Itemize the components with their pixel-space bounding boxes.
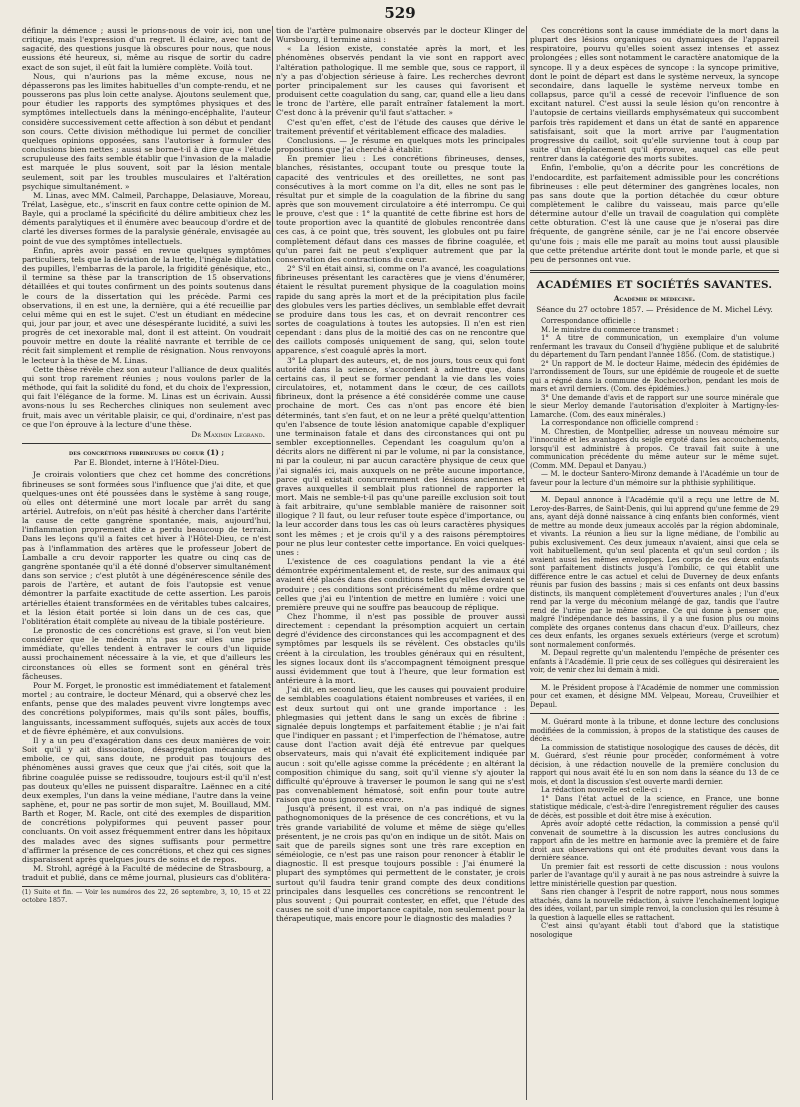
column-middle [276,26,525,1101]
paragraph: Chez l'homme, il n'est pas possible de prouver aussi directement : cependant la présomption acquiert un certain degré d'évidence des circonstances qui les accompagnent et des symptômes par lesquels ils se révèlent. Ces obstacles qu'ils créent à la circulation, les troubles généraux qui en résultent, les signes locaux dont ils s'accompagnent témoignent presque aussi évidemment que tout à l'heure, que leur formation est antérieure à la mort. [276,612,525,686]
column-divider [526,26,527,1100]
conclusions-heading-paragraph: Conclusions. — Je résume en quelques mots les principales propositions que j'ai cherché à établir. [276,135,525,155]
list-item: 2° Un rapport de M. le docteur Haime, médecin des épidémies de l'arrondissement de Tours, sur une épidémie de rougeole et de suette qui a régné dans la commune de Rochecorbon, pendant les mois de mars et avril derniers. (Com. des épidémies.) [530,359,779,394]
paragraph: M. le Président propose à l'Académie de nommer une commission pour cet examen, et désigne MM. Velpeau, Moreau, Cruveilhier et Depaul. [530,683,779,709]
paragraph: M. Depaul regrette qu'un malentendu l'empêche de présenter ces enfants à l'Académie. Il prie ceux de ses collègues qui désireraient les voir, de venir chez lui demain à midi. [530,649,779,675]
list-item: — M. le docteur Santero-Mironz demande à l'Académie un tour de faveur pour la lecture d'un mémoire sur la phthisie syphilitique. [530,470,779,487]
section-separator [530,270,779,273]
paragraph: J'ai dit, en second lieu, que les causes qui pouvaient produire de semblables coagulations étaient nombreuses et variées, il en est deux surtout qui ont une grande importance : les phlegmasies qui jettent dans le sang un excès de fibrine : signalée depuis longtemps et parfaitement établie ; je n'ai fait que l'indiquer en passant ; et l'imperfection de l'hématose, autre cause dont l'action avait déjà été entrevue par quelques observateurs, mais qui n'avait été explicitement indiquée par aucun : soit qu'elle agisse comme la précédente ; en altérant la composition chimique du sang, soit qu'il vienne s'y ajouter la difficulté qu'éprouve à traverser le poumon le sang qui ne s'est pas convenablement hématosé, soit enfin pour toute autre raison que nous ignorons encore. [276,685,525,805]
article-separator [22,443,271,444]
paragraph: Il y a un peu d'exagération dans ces deux manières de voir. Soit qu'il y ait dissociation, désagrégation mécanique et embolie, ce qui, sans doute, ne produit pas toujours des phénomènes aussi graves que ceux que j'ai cités, soit que la fibrine coagulée puisse se redissoudre, toujours est-il qu'il n'est pas douteux qu'elles ne puissent disparaître. Laënnec en a cité deux exemples, l'un dans la veine médiane, l'autre dans la veine saphène, et, pour ne pas sortir de mon sujet, M. Bouillaud, MM. Barth et Roger, M. Racle, ont cité des exemples de disparition de concrétions polypiformes qui peuvent passer pour concluants. On voit assez fréquemment entrer dans les hôpitaux des malades avec des signes suffisants pour permettre d'affirmer la présence de ces concrétions, et chez qui ces signes disparaissent après quelques jours de soins et de repos. [22,735,271,864]
page-number: 529 [384,4,416,22]
column-left [22,26,271,1101]
paragraph: Jusqu'à présent, il est vrai, on n'a pas indiqué de signes pathognomoniques de la présence de ces concrétions, et vu la très grande variabilité de volume et même de siège qu'elles présentent, je ne crois pas qu'on en indique un de sitôt. Mais on sait que de pareils signes sont une très rare exception en séméiologie, ce n'est pas une raison pour renoncer à établir le diagnostic. Il est presque toujours possible : J'ai énumeré la plupart des symptômes qui permettent de le constater, je crois surtout qu'il faudra tenir grand compte des deux conditions principales dans lesquelles ces concrétions se rencontrent le plus souvent ; Qui pourrait contester, en effet, que l'étude des causes ne soit d'une importance capitale, non seulement pour la thérapeutique, mais encore pour le diagnostic des maladies ? [276,804,525,924]
quote-paragraph: « La lésion existe, constatée après la mort, et les phénomènes observés pendant la vie sont en rapport avec l'altération pathologique. Il me semble que, sous ce rapport, il n'y a pas d'objection sérieuse à faire. Les recherches devront porter principalement sur les causes qui favorisent et produisent cette coagulation du sang, car, quand elle a lieu dans le tronc de l'artère, elle paraît entraîner fatalement la mort. C'est donc à la prévenir qu'il faut s'attacher. » [276,44,525,118]
column-right [530,26,779,1101]
list-item: 3° Une demande d'avis et de rapport sur une source minérale que le sieur Merloy demande l'autorisation d'exploiter à Martigny-les-Lamarche. (Com. des eaux minérales.) [530,393,779,419]
paragraph: M. Strohl, agrégé à la Faculté de médecine de Strasbourg, a traduit et publié, dans ce même journal, plusieurs cas d'oblitéra- [22,864,271,883]
paragraph: 3° La plupart des auteurs, et, de nos jours, tous ceux qui font autorité dans la science, s'accordent à admettre que, dans certains cas, il peut se former pendant la vie dans les voies circulatoires, et, notamment dans le cœur, de ces caillots fibrineux, dont la présence a été considérée comme une cause prochaine de mort. Ces cas n'ont pas encore été bien déterminés, tant s'en faut, et on ne leur a prêté quelqu'attention qu'en l'absence de toute lésion anatomique capable d'expliquer une terminaison fatale et dans des circonstances qui ont pu sembler exceptionnelles. Cependant les coagulum qu'on a décrits alors ne diffèrent ni par le volume, ni par la consistance, ni par la couleur, ni par aucun caractère physique de ceux que j'ai signalés ici, mais auxquels on ne prête aucune importance, parce qu'il existait concurremment des lésions anciennes et graves auxquelles il semblait plus rationnel de rapporter la mort. Mais ne semble-t-il pas qu'une pareille exclusion soit tout à fait arbitraire, qu'une semblable manière de raisonner soit illogique ? Il faut, ou leur refuser toute espèce d'importance, ou la leur accorder dans tous les cas où leurs caractères physiques sont les mêmes ; et je crois qu'il y a des raisons péremptoires pour ne plus leur contester cette importance. En voici quelques-unes : [276,355,525,557]
paragraph: M. le ministre du commerce transmet : [541,325,679,334]
paragraph: Le pronostic de ces concrétions est grave, si l'on veut bien considérer que le médecin n'a pas sur elles une prise immédiate, qu'elles tendent à entraver le cours d'un liquide aussi prochainement nécessaire à la vie, et que d'ailleurs les circonstances où elles se forment sont en général très fâcheuses. [22,626,271,681]
paragraph: Je croirais volontiers que chez cet homme des concrétions fibrineuses se sont formées sous l'influence que j'ai dite, et que quelques-unes ont été poussées dans le système à sang rouge, où elles ont déterminé une mort locale par arrêt du sang artériel. Autrefois, on n'eût pas hésité à chercher dans l'artérite la cause de cette gangrène spontanée, mais, aujourd'hui, l'inflammation proprement dite a perdu beaucoup de terrain. Dans les leçons qu'il a faites cet hiver à l'Hôtel-Dieu, ce n'est pas à l'inflammation des artères que le professeur Jobert de Lamballe a cru devoir rapporter les quatre ou cinq cas de gangrène spontanée qu'il a été donné d'observer simultanément dans son service ; c'est plutôt à une dégénérescence sénile des parois de l'artère, et autant de fois l'autopsie est venue démontrer la parfaite exactitude de cette assertion. Les parois artérielles étaient transformées en de véritables tubes calcaires, et la lésion était portée si loin dans un de ces cas, que l'oblitération était complète au niveau de la tibiale postérieure. [22,470,271,626]
paragraph: M. Depaul annonce à l'Académie qu'il a reçu une lettre de M. Leroy-des-Barres, de Saint-Denis, qui lui apprend qu'une femme de 29 ans, ayant déjà donné naissance à cinq enfants bien conformés, vient de mettre au monde deux jumeaux accolés par la région abdominale, et vivants. La réunion a lieu sur la ligne médiane, de l'ombilic au pubis exclusivement. Ces deux jumeaux n'avaient, ainsi que cela se voit habituellement, qu'un seul placenta et qu'un seul cordon ; ils avaient aussi les mêmes enveloppes. Les corps de ces deux enfants sont parfaitement distincts jusqu'à l'ombilic, ce qui établit une différence entre le cas actuel et celui de Duverney de deux enfants réunis par fusion des bassins ; mais si ces enfants ont deux bassins distincts, ils manquent complètement d'ouvertures anales ; l'un d'eux rend par la verge du méconium mélangé de gaz, tandis que l'autre rend de l'urine par le même organe. Ce qui donne à penser que, malgré l'indépendance des bassins, il y a une fusion plus ou moins complète des organes contenus dans chacun d'eux. D'ailleurs, chez ces deux enfants, les organes sexuels extérieurs (verge et scrotum) sont normalement conformés. [530,496,779,649]
paragraph: La rédaction nouvelle est celle-ci : [541,786,662,795]
paragraph: Pour M. Forget, le pronostic est immédiatement et fatalement mortel ; au contraire, le docteur Ménard, qui a observé chez les enfants, pense que des malades peuvent vivre longtemps avec des concrétions polypiformes, mais qu'ils sont pâles, bouffis, languissants, incessamment suffoqués, sujets aux accès de toux et de fièvre éphémère, et aux convulsions. [22,680,271,736]
footnote: (1) Suite et fin. — Voir les numéros des 22, 26 septembre, 3, 10, 15 et 22 octobre 1857. [22,888,271,904]
paragraph: Ces concrétions sont la cause immédiate de la mort dans la plupart des lésions organiques ou dynamiques de l'appareil respiratoire, pourvu qu'elles soient assez intenses et assez prolongées ; elles sont notamment le caractère anatomique de la syncope. Il y a deux espèces de syncope : la syncope primitive, dont le point de départ est dans le système nerveux, la syncope secondaire, dans laquelle le système nerveux tombe en collapsus, parce qu'il a cessé de recevoir l'influence de son excitant naturel. C'est aussi la seule lésion qu'on rencontre à l'autopsie de certains vieillards emphysémateux qui succombent parfois très rapidement et dans un état de santé en apparence satisfaisant, soit que la mort arrive par l'augmentation progressive du caillot, soit qu'elle survienne tout à coup par suite d'un déplacement qu'il éprouve, auquel cas elle peut rentrer dans la catégorie des morts subites. [530,26,779,164]
section-title: ACADÉMIES ET SOCIÉTÉS SAVANTES. [536,279,773,292]
list-item: 1° A titre de communication, un exemplaire d'un volume renfermant les travaux du Conseil d'hygiène publique et de salubrité du département du Tarn pendant l'année 1856. (Com. de statistique.) [530,334,779,360]
article-title: des concrétions fibrineuses du coeur (1) ; [68,448,225,458]
paragraph: C'est ainsi qu'ayant établi tout d'abord que la statistique nosologique [530,922,779,939]
signature: Dr Maximin Legrand. [191,429,265,439]
paragraph: Nous, qui n'aurions pas la même excuse, nous ne dépasserons pas les limites habituelles d'un compte-rendu, et ne pousserons pas plus loin cette analyse. Ajoutons seulement que, pour étudier les rapports des symptômes physiques et des symptômes intellectuels dans la méningo-encéphalite, l'auteur considère successivement cette affection à son début et pendant son cours. Cette division méthodique lui permet de concilier quelques opinions opposées, sans l'autoriser à formuler des conclusions bien nettes ; aussi se borne-t-il à dire que « l'étude scrupuleuse des faits semble établir que l'invasion de la maladie est marquée le plus souvent, soit par la lésion mentale seulement, soit par les troubles musculaires et l'altération psychique simultanément. » [22,71,271,191]
paragraph: 1° Dans l'état actuel de la science, en France, une bonne statistique médicale, c'est-à-dire l'enregistrement régulier des causes de décès, est possible et doit être mise à exécution. [530,794,779,820]
paragraph: Enfin, l'embolie, qu'on a décrite pour les concrétions de l'endocardite, est parfaitement admissible pour les concrétions fibrineuses : elle peut déterminer des gangrènes locales, non pas sans doute que la portion détachée du cœur obture complètement le calibre du vaisseau, mais parce qu'elle détermine autour d'elle un travail de coagulation qui complète cette obturation. C'est là une cause que je n'oserai pas dire fréquente, de gangrène sénile, car je ne l'ai encore observée qu'une fois ; mais elle me paraît au moins tout aussi plausible que cette prétendue artérite dont tout le monde parle, et que si peu de personnes ont vue. [530,163,779,264]
paragraph: tion de l'artère pulmonaire observés par le docteur Klinger de Wursbourg, il termine ainsi : [276,26,525,45]
paragraph: Après avoir adopté cette rédaction, la commission a pensé qu'il convenait de soumettre à la discussion les autres conclusions du rapport afin de les mettre en harmonie avec la première et de faire droit aux observations qui ont été produites devant vous dans la dernière séance. [530,820,779,863]
list-item: M. Chrestien, de Montpellier, adresse un nouveau mémoire sur l'innocuité et les avantages du seigle ergoté dans les accouchements, lorsqu'il est administré à propos. Ce travail fait suite à une communication précédente du même auteur sur le même sujet. (Comm. MM. Depaul et Danyau.) [530,427,779,470]
paragraph: M. Guérard monte à la tribune, et donne lecture des conclusions modifiées de la commission, à propos de la statistique des causes de décès. [530,718,779,744]
paragraph: Cette thèse révèle chez son auteur l'alliance de deux qualités qui sont trop rarement réunies ; nous voulons parler de la méthode, qui fait la solidité du fond, et du choix de l'expression, qui fait l'élégance de la forme. M. Linas est un écrivain. Aussi avons-nous lu ses Recherches cliniques non seulement avec fruit, mais avec un véritable plaisir, ce qui, d'ordinaire, n'est pas ce que l'on éprouve à la lecture d'une thèse. [22,364,271,429]
paragraph: L'existence de ces coagulations pendant la vie a été démontrée expérimentalement et, de reste, sur des animaux qui avaient été placés dans des conditions telles qu'elles devaient se produire ; ces conditions sont précisément du même ordre que celles que j'ai eu l'intention de mettre en lumière : voici une première preuve qui ne souffre pas beaucoup de réplique. [276,557,525,612]
column-divider [272,26,273,1100]
paragraph: Correspondance officielle : [541,317,636,326]
article-author: Par E. Blondet, interne à l'Hôtel-Dieu. [73,458,220,468]
seance-line: Séance du 27 octobre 1857. — Présidence de M. Michel Lévy. [536,305,773,315]
paragraph: La correspondance non officielle comprend : [541,419,699,428]
separator [530,713,779,714]
academy-heading: Académie de médecine. [613,294,696,304]
paragraph: Un premier fait est ressorti de cette discussion : nous voulons parler de l'avantage qu'il y aurait à ne pas nous astreindre à suivre la lettre ministérielle question par question. [530,862,779,888]
paragraph: M. Linas, avec MM. Calmeil, Parchappe, Delasiauve, Moreau, Trélat, Lasègue, etc., s'inscrit en faux contre cette opinion de M. Bayle, qui a proclamé la spécificité du délire ambitieux chez les déments paralytiques et il énumère avec beaucoup d'ordre et de clarté les diverses formes de la paralysie générale, envisagée au point de vue des symptômes intellectuels. [22,190,271,246]
separator [530,679,779,680]
paragraph: La commission de statistique nosologique des causes de décès, dit M. Guérard, s'est réunie pour procéder, conformément à votre décision, à une rédaction nouvelle de la première conclusion du rapport qui nous avait été lu en son nom dans la séance du 13 de ce mois, et dont la discussion s'est ouverte mardi dernier. [530,743,779,786]
paragraph: Enfin, après avoir passé en revue quelques symptômes particuliers, tels que la déviation de la luette, l'inégale dilatation des pupilles, l'embarras de la parole, la frigidité génésique, etc., il termine sa thèse par la transcription de 15 observations détaillées et qui toutes confirment un des points soutenus dans le cours de la dissertation qui les précède. Parmi ces observations, il en est une, la dernière, qui a été recueillie par celui même qui en est le sujet. C'est un étudiant en médecine qui, jour par jour, et avec une désespérante lucidité, a suivi les progrès de cet inexorable mal, dont il est atteint. On voudrait pouvoir mettre en doute la réalité navrante et terrible de ce récit fait simplement et remplie de résignation. Nous renvoyons le lecteur à la thèse de M. Linas. [22,245,271,365]
separator [530,491,779,492]
paragraph: définir la démence ; aussi le prions-nous de voir ici, non une critique, mais l'expression d'un regret. Il éclaire, avec tant de sagacité, des questions jusque là obscures pour nous, que nous eussions été heureux, si, même au risque de sortir du cadre exact de son sujet, il eût fait la lumière complète. Voilà tout. [22,26,271,72]
paragraph: C'est qu'en effet, c'est de l'étude des causes que dérive le traitement préventif et véritablement efficace des maladies. [276,117,525,136]
paragraph: En premier lieu : Les concrétions fibrineuses, denses, blanches, résistantes, occupant toute ou presque toute la capacité des ventricules et des oreillettes, ne sont pas consécutives à la mort comme on l'a dit, elles ne sont pas le résultat pur et simple de la coagulation de la fibrine du sang après que son mouvement circulatoire a été interrompu. Ce qui le prouve, c'est que : 1° la quantité de cette fibrine est hors de toute proportion avec la quantité de globules rencontrée dans ces cas, à ce point que, très souvent, les globules ont pu faire complètement défaut dans ces masses de fibrine coagulée, et qu'un parei fait ne peut s'expliquer autrement que par la conservation des contractions du cœur. [276,154,525,264]
paragraph: 2° S'il en était ainsi, si, comme on l'a avancé, les coagulations fibrineuses présentant les caractères que je viens d'énumérer, étaient le résultat purement physique de la coagulation moins rapide du sang après la mort et de la précipitation plus facile des globules vers les parties déclives, un semblable effet devrait se produire dans tous les cas, et on devrait rencontrer ces sortes de coagulations à toutes les autopsies. Il n'en est rien cependant : dans plus de la moitié des cas on ne rencontre que des caillots composés uniquement de sang, qui, selon toute apparence, s'est coagulé après la mort. [276,264,525,356]
paragraph: Sans rien changer à l'esprit de notre rapport, nous nous sommes attachés, dans la nouvelle rédaction, à suivre l'enchaînement logique des idées, voilant, par un simple renvoi, la conclusion qui les résume à la question à laquelle elles se rattachent. [530,888,779,922]
